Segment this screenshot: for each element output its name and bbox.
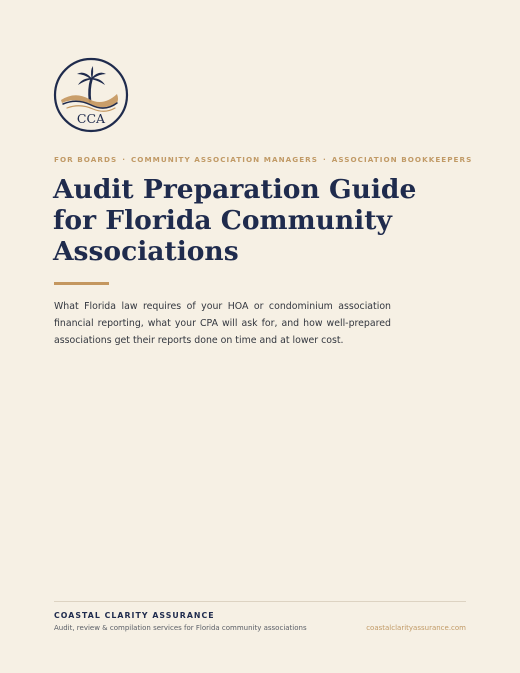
page-title: Audit Preparation Guide for Florida Community Associations [53,174,417,267]
palm-tree-wave-icon [53,57,129,133]
audience-line [54,155,472,164]
audience-separator: · [322,155,327,164]
footer-website-link[interactable]: coastalclarityassurance.com [366,624,466,632]
audience-item-managers: COMMUNITY ASSOCIATION MANAGERS [130,155,318,164]
footer-divider [54,601,466,602]
company-logo [53,57,129,133]
footer-brand-name: COASTAL CLARITY ASSURANCE [54,611,215,620]
audience-separator: · [122,155,126,164]
logo-monogram: CCA [76,111,106,126]
audience-item-bookkeepers: ASSOCIATION BOOKKEEPERS [331,155,473,164]
intro-paragraph: What Florida law requires of your HOA or condominium association financial reporting, what your CPA will ask for, and how well-prepared associations get their reports done on time and at lower cost. [54,301,391,346]
audience-item-boards: FOR BOARDS [54,155,118,164]
footer-tagline: Audit, review & compilation services for Florida community associations [54,624,307,632]
title-divider [54,282,109,285]
